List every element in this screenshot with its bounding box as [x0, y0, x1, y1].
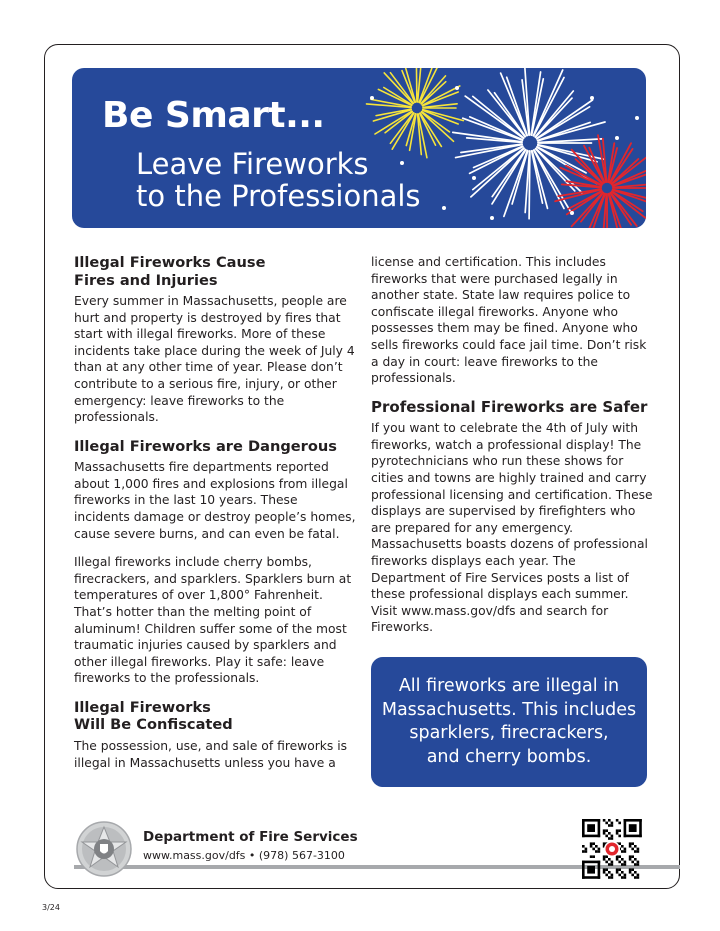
- left-column: [74, 254, 356, 771]
- callout-box: [371, 657, 647, 787]
- yellow-firework-burst: [367, 68, 464, 158]
- qr-code[interactable]: [580, 818, 644, 880]
- heading-confiscated: [74, 699, 356, 734]
- banner-subtitle-line-2: to the Professionals: [136, 179, 421, 213]
- banner-title: Be Smart...: [102, 95, 325, 136]
- department-contact: www.mass.gov/dfs • (978) 567-3100: [143, 849, 345, 862]
- heading-fires-injuries: [74, 254, 356, 289]
- heading-line: Will Be Confiscated: [74, 716, 233, 734]
- heading-safer: Professional Fireworks are Safer: [371, 397, 648, 416]
- header-banner: [72, 68, 646, 228]
- revision-date: 3/24: [42, 903, 60, 912]
- callout-line: and cherry bombs.: [426, 746, 592, 767]
- dfs-seal-logo: [75, 820, 133, 878]
- heading-line: Illegal Fireworks: [74, 698, 211, 716]
- department-name: Department of Fire Services: [143, 829, 358, 845]
- banner-subtitle-line-1: Leave Fireworks: [136, 147, 369, 181]
- heading-dangerous: Illegal Fireworks are Dangerous: [74, 437, 337, 455]
- banner-subtitle: [136, 148, 421, 212]
- callout-line: All fireworks are illegal in: [398, 676, 620, 696]
- paragraph-fires-injuries: Every summer in Massachusetts, people are hurt and property is destroyed by fires that start with illegal fireworks. More of these incidents take place during the week of July 4 than at any other time of year. Please don’t contribute to a serious fire, injury, or other emergency: leave fireworks to the professionals.: [74, 294, 355, 425]
- heading-line: Illegal Fireworks Cause: [74, 254, 266, 271]
- paragraph-dangerous-1: Massachusetts fire departments reported about 1,000 fires and explosions from illegal fireworks in the last 10 years. These incidents damage or destroy people’s homes, cause severe burns, and can even be fatal.: [74, 460, 356, 541]
- right-column: [371, 254, 653, 636]
- paragraph-confiscated-start: The possession, use, and sale of fireworks is illegal in Massachusetts unless you have a: [74, 738, 348, 770]
- paragraph-confiscated-continued: license and certification. This includes fireworks that were purchased legally in another state. State law requires police to confiscate illegal fireworks. Anyone who possesses them may be fined. Anyone who sells fireworks could face jail time. Don’t risk a day in court: leave fireworks to the professionals.: [371, 255, 647, 386]
- heading-line: Fires and Injuries: [74, 271, 218, 289]
- callout-line: sparklers, firecrackers,: [409, 723, 609, 743]
- paragraph-dangerous-2: Illegal fireworks include cherry bombs, firecrackers, and sparklers. Sparklers burn at temperatures of over 1,800° Fahrenheit. That’s hotter than the melting point of aluminum! Children suffer some of the most traumatic injuries caused by sparklers and other illegal fireworks. Play it safe: leave fireworks to the professionals.: [74, 555, 352, 686]
- red-firework-burst: [555, 135, 646, 228]
- callout-line: Massachusetts. This includes: [381, 699, 637, 720]
- white-firework-burst: [453, 68, 605, 219]
- paragraph-safer: If you want to celebrate the 4th of July with fireworks, watch a professional display! The pyrotechnicians who run these shows for cities and towns are highly trained and carry professional licensing and certification. These displays are supervised by firefighters who are prepared for any emergency. Massachusetts boasts dozens of professional fireworks displays each year. The Department of Fire Services posts a list of these professional displays each summer. Visit www.mass.gov/dfs and search for Fireworks.: [371, 421, 653, 635]
